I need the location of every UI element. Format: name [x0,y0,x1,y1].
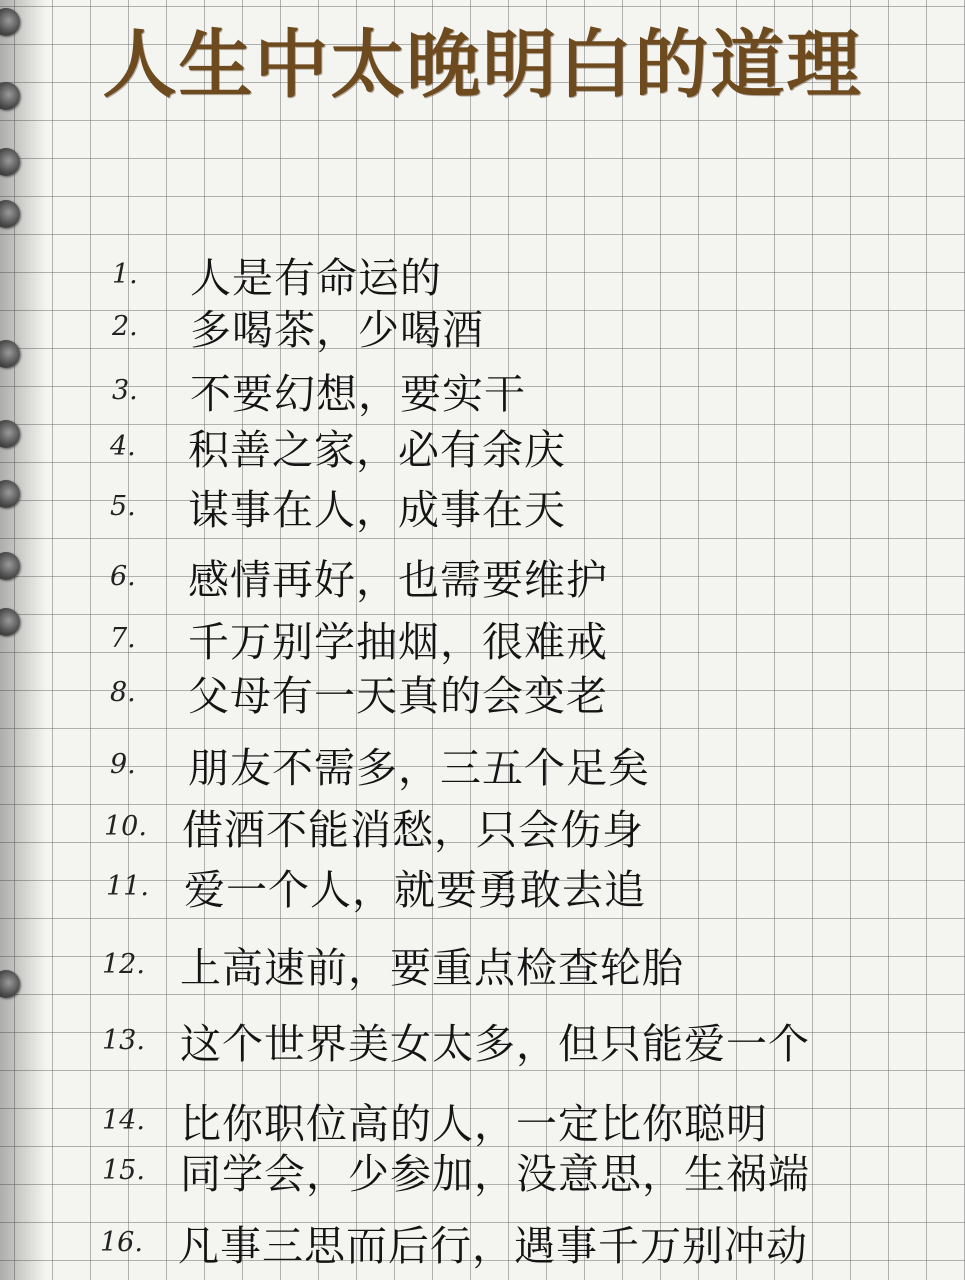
list-item [100,1212,808,1272]
list-item [102,1010,810,1070]
page-title: 人生中太晚明白的道理 [102,22,863,108]
item-text: 比你职位高的人，一定比你聪明 [180,1099,768,1148]
item-text: 爱一个人，就要勇敢去追 [184,865,646,914]
item-text: 人是有命运的 [190,253,442,302]
item-number: 2. [112,310,138,342]
item-number: 11. [106,870,149,902]
list-item [110,546,608,606]
item-number: 8. [110,676,136,708]
item-number: 6. [110,560,136,592]
item-number: 9. [110,748,136,780]
list-item [102,1140,810,1200]
item-text: 多喝茶，少喝酒 [190,305,484,354]
item-text: 上高速前，要重点检查轮胎 [180,943,684,992]
item-number: 16. [100,1226,143,1258]
item-text: 谋事在人，成事在天 [188,485,566,534]
item-text: 凡事三思而后行，遇事千万别冲动 [178,1221,808,1270]
list-item [110,476,566,536]
list-item [110,662,608,722]
item-number: 14. [102,1104,145,1136]
item-text: 同学会，少参加，没意思，生祸端 [180,1149,810,1198]
list-item [104,796,644,856]
item-number: 3. [112,374,138,406]
item-number: 12. [102,948,145,980]
item-number: 13. [102,1024,145,1056]
item-text: 千万别学抽烟，很难戒 [188,617,608,666]
item-number: 5. [110,490,136,522]
item-number: 4. [110,430,136,462]
list-item [110,416,566,476]
item-number: 7. [110,622,136,654]
item-text: 朋友不需多，三五个足矣 [188,743,650,792]
item-text: 积善之家，必有余庆 [188,425,566,474]
item-text: 这个世界美女太多，但只能爱一个 [180,1019,810,1068]
item-text: 不要幻想，要实干 [190,369,526,418]
list-item [112,360,526,420]
list-item [110,608,608,668]
list-item [112,244,442,304]
item-number: 15. [102,1154,145,1186]
list-item [106,856,646,916]
item-number: 10. [104,810,147,842]
item-text: 父母有一天真的会变老 [188,671,608,720]
list-item [112,296,484,356]
list-item [110,734,650,794]
item-number: 1. [112,258,138,290]
item-text: 感情再好，也需要维护 [188,555,608,604]
item-text: 借酒不能消愁，只会伤身 [182,805,644,854]
list-item [102,934,684,994]
